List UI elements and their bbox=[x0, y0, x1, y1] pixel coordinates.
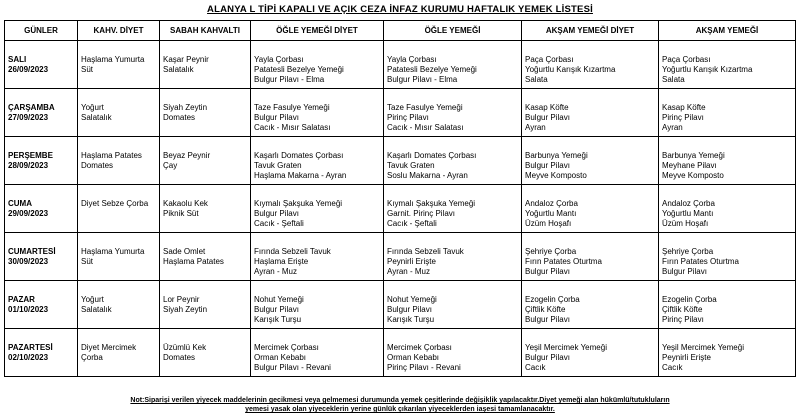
breakfast-cell bbox=[160, 41, 251, 89]
menu-item: Diyet Sebze Çorba bbox=[81, 199, 149, 208]
lunch-cell bbox=[384, 137, 522, 185]
day-cell bbox=[5, 89, 78, 137]
menu-item: Soslu Makarna - Ayran bbox=[387, 171, 468, 180]
menu-item: Haşlama Patates bbox=[163, 257, 224, 266]
breakfast-diet-cell bbox=[78, 281, 160, 329]
menu-item: Pirinç Pilavı bbox=[387, 113, 429, 122]
menu-item: Fırın Patates Oturtma bbox=[662, 257, 739, 266]
menu-item: Bulgur Pilavı bbox=[254, 113, 299, 122]
menu-item: Karışık Turşu bbox=[254, 315, 302, 324]
day-cell bbox=[5, 233, 78, 281]
menu-item: Bulgur Pilavı bbox=[387, 305, 432, 314]
day-cell bbox=[5, 137, 78, 185]
document-title: ALANYA L TİPİ KAPALI VE AÇIK CEZA İNFAZ KURUMU HAFTALIK YEMEK LİSTESİ bbox=[207, 4, 593, 15]
day-name: PAZAR bbox=[8, 295, 35, 304]
table-row bbox=[5, 185, 796, 233]
menu-item: Salata bbox=[525, 75, 548, 84]
lunch-diet-cell bbox=[251, 89, 384, 137]
table-row bbox=[5, 281, 796, 329]
menu-item: Meyve Komposto bbox=[662, 171, 724, 180]
menu-item: Üzüm Hoşafı bbox=[525, 219, 572, 228]
menu-item: Salatalık bbox=[81, 305, 112, 314]
menu-item: Mercimek Çorbası bbox=[254, 343, 319, 352]
menu-item: Ezogelin Çorba bbox=[662, 295, 717, 304]
menu-item: Şehriye Çorba bbox=[525, 247, 577, 256]
menu-item: Kasap Köfte bbox=[525, 103, 569, 112]
menu-item: Yoğurt bbox=[81, 295, 104, 304]
menu-item: Cacık bbox=[662, 363, 683, 372]
menu-item: Çay bbox=[163, 161, 178, 170]
day-cell bbox=[5, 281, 78, 329]
menu-item: Süt bbox=[81, 257, 94, 266]
menu-item: Yoğurtlu Mantı bbox=[525, 209, 577, 218]
menu-item: Kasap Köfte bbox=[662, 103, 706, 112]
dinner-cell bbox=[659, 329, 796, 377]
menu-item: Bulgur Pilavı - Revani bbox=[254, 363, 331, 372]
day-date: 26/09/2023 bbox=[8, 65, 49, 74]
breakfast-diet-cell bbox=[78, 233, 160, 281]
menu-item: Fırında Sebzeli Tavuk bbox=[254, 247, 331, 256]
lunch-diet-cell bbox=[251, 137, 384, 185]
menu-item: Haşlama Makarna - Ayran bbox=[254, 171, 347, 180]
lunch-cell bbox=[384, 41, 522, 89]
menu-item: Ezogelin Çorba bbox=[525, 295, 580, 304]
day-date: 30/09/2023 bbox=[8, 257, 49, 266]
lunch-cell bbox=[384, 233, 522, 281]
menu-item: Piknik Süt bbox=[163, 209, 199, 218]
weekly-menu-table bbox=[4, 20, 796, 377]
day-name: CUMA bbox=[8, 199, 32, 208]
table-row bbox=[5, 137, 796, 185]
dinner-cell bbox=[659, 41, 796, 89]
menu-item: Cacık bbox=[525, 363, 546, 372]
menu-item: Tavuk Graten bbox=[254, 161, 302, 170]
header-lunch: ÖĞLE YEMEĞİ bbox=[384, 21, 522, 41]
menu-item: Meyve Komposto bbox=[525, 171, 587, 180]
lunch-diet-cell bbox=[251, 41, 384, 89]
menu-item: Taze Fasulye Yemeği bbox=[387, 103, 463, 112]
menu-item: Yoğurtlu Karışık Kızartma bbox=[662, 65, 753, 74]
menu-item: Cacık - Mısır Salatası bbox=[387, 123, 464, 132]
menu-item: Sade Omlet bbox=[163, 247, 206, 256]
header-days: GÜNLER bbox=[5, 21, 78, 41]
table-row bbox=[5, 41, 796, 89]
lunch-cell bbox=[384, 89, 522, 137]
menu-item: Yoğurtlu Mantı bbox=[662, 209, 714, 218]
menu-item: Salata bbox=[662, 75, 685, 84]
menu-item: Haşlama Yumurta bbox=[81, 55, 145, 64]
menu-item: Bulgur Pilavı bbox=[254, 209, 299, 218]
menu-item: Orman Kebabı bbox=[387, 353, 440, 362]
header-breakfast-diet: KAHV. DİYET bbox=[78, 21, 160, 41]
breakfast-diet-cell bbox=[78, 89, 160, 137]
menu-item: Garnit. Pirinç Pilavı bbox=[387, 209, 456, 218]
menu-item: Pirinç Pilavı bbox=[662, 315, 704, 324]
menu-item: Kaşar Peynir bbox=[163, 55, 209, 64]
day-cell bbox=[5, 329, 78, 377]
menu-item: Bulgur Pilavı bbox=[525, 113, 570, 122]
header-dinner-diet: AKŞAM YEMEĞİ DİYET bbox=[522, 21, 659, 41]
dinner-diet-cell bbox=[522, 185, 659, 233]
menu-item: Fırın Patates Oturtma bbox=[525, 257, 602, 266]
menu-item: Üzümlü Kek bbox=[163, 343, 207, 352]
menu-item: Lor Peynir bbox=[163, 295, 200, 304]
menu-item: Fırında Sebzeli Tavuk bbox=[387, 247, 464, 256]
lunch-cell bbox=[384, 281, 522, 329]
menu-item: Salatalık bbox=[81, 113, 112, 122]
menu-item: Yeşil Mercimek Yemeği bbox=[662, 343, 744, 352]
day-date: 29/09/2023 bbox=[8, 209, 49, 218]
menu-item: Andaloz Çorba bbox=[525, 199, 578, 208]
dinner-cell bbox=[659, 185, 796, 233]
menu-item: Kıymalı Şakşuka Yemeği bbox=[387, 199, 476, 208]
menu-item: Üzüm Hoşafı bbox=[662, 219, 709, 228]
day-date: 28/09/2023 bbox=[8, 161, 49, 170]
breakfast-cell bbox=[160, 185, 251, 233]
menu-item: Yayla Çorbası bbox=[387, 55, 437, 64]
day-name: SALI bbox=[8, 55, 27, 64]
day-name: CUMARTESİ bbox=[8, 247, 56, 256]
dinner-diet-cell bbox=[522, 233, 659, 281]
menu-item: Kaşarlı Domates Çorbası bbox=[254, 151, 344, 160]
breakfast-diet-cell bbox=[78, 185, 160, 233]
breakfast-cell bbox=[160, 89, 251, 137]
dinner-cell bbox=[659, 281, 796, 329]
menu-item: Bulgur Pilavı - Elma bbox=[387, 75, 458, 84]
menu-item: Çorba bbox=[81, 353, 103, 362]
menu-item: Meyhane Pilavı bbox=[662, 161, 717, 170]
breakfast-cell bbox=[160, 233, 251, 281]
menu-item: Beyaz Peynir bbox=[163, 151, 211, 160]
dinner-diet-cell bbox=[522, 41, 659, 89]
day-date: 02/10/2023 bbox=[8, 353, 49, 362]
menu-item: Siyah Zeytin bbox=[163, 103, 208, 112]
day-cell bbox=[5, 41, 78, 89]
footnote-line: yemesi yasak olan yiyeceklerin yerine günlük çıkarılan yiyeceklerden iaşesi tamamlanacaktır. bbox=[245, 406, 555, 413]
menu-item: Kaşarlı Domates Çorbası bbox=[387, 151, 477, 160]
menu-item: Yayla Çorbası bbox=[254, 55, 304, 64]
menu-item: Haşlama Erişte bbox=[254, 257, 309, 266]
menu-item: Haşlama Patates bbox=[81, 151, 142, 160]
menu-item: Yoğurt bbox=[81, 103, 104, 112]
menu-item: Barbunya Yemeği bbox=[525, 151, 588, 160]
menu-item: Orman Kebabı bbox=[254, 353, 307, 362]
breakfast-diet-cell bbox=[78, 41, 160, 89]
menu-item: Peynirli Erişte bbox=[662, 353, 711, 362]
menu-item: Cacık - Şeftali bbox=[387, 219, 437, 228]
breakfast-cell bbox=[160, 329, 251, 377]
menu-item: Çiftlik Köfte bbox=[525, 305, 566, 314]
menu-item: Ayran bbox=[525, 123, 546, 132]
breakfast-diet-cell bbox=[78, 137, 160, 185]
table-row bbox=[5, 233, 796, 281]
menu-item: Kıymalı Şakşuka Yemeği bbox=[254, 199, 343, 208]
dinner-diet-cell bbox=[522, 329, 659, 377]
dinner-diet-cell bbox=[522, 137, 659, 185]
lunch-diet-cell bbox=[251, 281, 384, 329]
day-name: ÇARŞAMBA bbox=[8, 103, 55, 112]
menu-item: Diyet Mercimek bbox=[81, 343, 137, 352]
footnote bbox=[0, 396, 800, 414]
menu-item: Yoğurtlu Karışık Kızartma bbox=[525, 65, 616, 74]
menu-item: Ayran bbox=[662, 123, 683, 132]
dinner-diet-cell bbox=[522, 281, 659, 329]
menu-item: Domates bbox=[163, 113, 196, 122]
lunch-diet-cell bbox=[251, 185, 384, 233]
menu-item: Cacık - Mısır Salatası bbox=[254, 123, 331, 132]
menu-item: Tavuk Graten bbox=[387, 161, 435, 170]
menu-item: Patatesli Bezelye Yemeği bbox=[387, 65, 477, 74]
menu-item: Kakaolu Kek bbox=[163, 199, 208, 208]
menu-item: Salatalık bbox=[163, 65, 194, 74]
lunch-diet-cell bbox=[251, 329, 384, 377]
lunch-cell bbox=[384, 329, 522, 377]
menu-item: Bulgur Pilavı bbox=[525, 161, 570, 170]
menu-item: Nohut Yemeği bbox=[387, 295, 437, 304]
day-cell bbox=[5, 185, 78, 233]
menu-item: Pirinç Pilavı bbox=[662, 113, 704, 122]
day-name: PAZARTESİ bbox=[8, 343, 53, 352]
header-dinner: AKŞAM YEMEĞİ bbox=[659, 21, 796, 41]
menu-item: Çiftlik Köfte bbox=[662, 305, 703, 314]
menu-item: Nohut Yemeği bbox=[254, 295, 304, 304]
menu-item: Paça Çorbası bbox=[525, 55, 574, 64]
dinner-cell bbox=[659, 89, 796, 137]
menu-item: Mercimek Çorbası bbox=[387, 343, 452, 352]
table-row bbox=[5, 329, 796, 377]
menu-item: Pirinç Pilavı - Revani bbox=[387, 363, 461, 372]
menu-item: Bulgur Pilavı bbox=[525, 267, 570, 276]
dinner-diet-cell bbox=[522, 89, 659, 137]
header-breakfast: SABAH KAHVALTI bbox=[160, 21, 251, 41]
footnote-line: Not:Siparişi verilen yiyecek maddelerinin gecikmesi veya gelmemesi durumunda yemek çeşitlerinde değişiklik yapılacaktır.Diyet yemeği alan hükümlü/tutukluların bbox=[130, 397, 670, 404]
menu-item: Haşlama Yumurta bbox=[81, 247, 145, 256]
table-row bbox=[5, 89, 796, 137]
header-row bbox=[5, 21, 796, 41]
menu-item: Ayran - Muz bbox=[254, 267, 297, 276]
menu-item: Karışık Turşu bbox=[387, 315, 435, 324]
lunch-diet-cell bbox=[251, 233, 384, 281]
breakfast-diet-cell bbox=[78, 329, 160, 377]
dinner-cell bbox=[659, 233, 796, 281]
menu-item: Cacık - Şeftali bbox=[254, 219, 304, 228]
day-date: 01/10/2023 bbox=[8, 305, 49, 314]
menu-item: Taze Fasulye Yemeği bbox=[254, 103, 330, 112]
menu-item: Bulgur Pilavı - Elma bbox=[254, 75, 325, 84]
menu-item: Peynirli Erişte bbox=[387, 257, 436, 266]
dinner-cell bbox=[659, 137, 796, 185]
lunch-cell bbox=[384, 185, 522, 233]
menu-item: Bulgur Pilavı bbox=[254, 305, 299, 314]
menu-item: Patatesli Bezelye Yemeği bbox=[254, 65, 344, 74]
menu-item: Bulgur Pilavı bbox=[525, 315, 570, 324]
menu-item: Süt bbox=[81, 65, 94, 74]
menu-item: Ayran - Muz bbox=[387, 267, 430, 276]
menu-item: Bulgur Pilavı bbox=[525, 353, 570, 362]
menu-item: Yeşil Mercimek Yemeği bbox=[525, 343, 607, 352]
menu-item: Domates bbox=[163, 353, 196, 362]
menu-item: Domates bbox=[81, 161, 114, 170]
day-name: PERŞEMBE bbox=[8, 151, 53, 160]
menu-item: Paça Çorbası bbox=[662, 55, 711, 64]
header-lunch-diet: ÖĞLE YEMEĞİ DİYET bbox=[251, 21, 384, 41]
menu-item: Siyah Zeytin bbox=[163, 305, 208, 314]
menu-item: Barbunya Yemeği bbox=[662, 151, 725, 160]
breakfast-cell bbox=[160, 281, 251, 329]
breakfast-cell bbox=[160, 137, 251, 185]
menu-item: Şehriye Çorba bbox=[662, 247, 714, 256]
day-date: 27/09/2023 bbox=[8, 113, 49, 122]
menu-body bbox=[5, 41, 796, 377]
menu-item: Bulgur Pilavı bbox=[662, 267, 707, 276]
menu-item: Andaloz Çorba bbox=[662, 199, 715, 208]
